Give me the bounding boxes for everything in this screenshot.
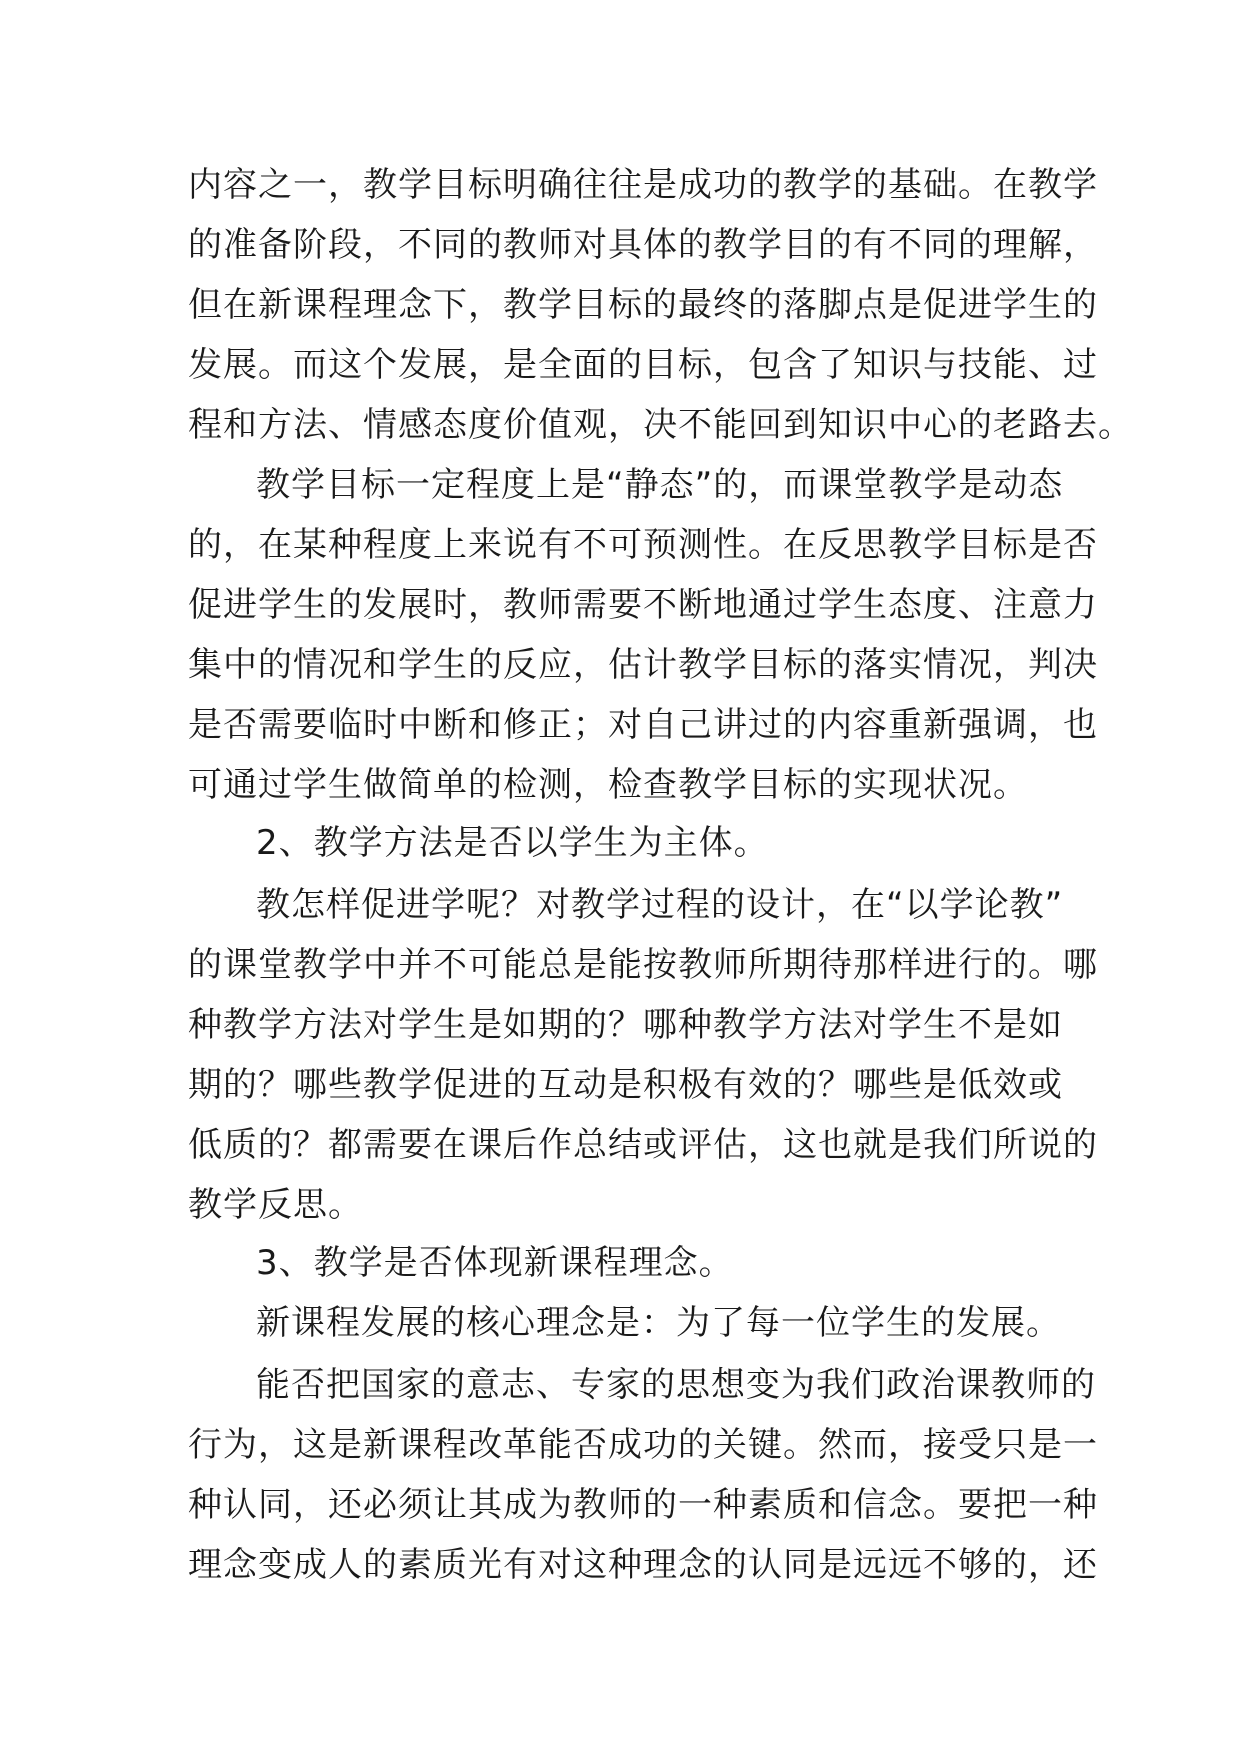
text-line: 可通过学生做简单的检测，检查教学目标的实现状况。 [188, 765, 1028, 805]
section-heading: 3、教学是否体现新课程理念。 [256, 1243, 734, 1283]
text-line: 期的？哪些教学促进的互动是积极有效的？哪些是低效或 [188, 1065, 1063, 1105]
text-line: 促进学生的发展时，教师需要不断地通过学生态度、注意力 [188, 585, 1098, 625]
text-line: 的课堂教学中并不可能总是能按教师所期待那样进行的。哪 [188, 945, 1098, 985]
text-line: 种认同，还必须让其成为教师的一种素质和信念。要把一种 [188, 1485, 1098, 1525]
text-line: 是否需要临时中断和修正；对自己讲过的内容重新强调，也 [188, 705, 1098, 745]
text-line: 教学反思。 [188, 1185, 363, 1225]
text-line: 发展。而这个发展，是全面的目标，包含了知识与技能、过 [188, 345, 1098, 385]
text-line: 种教学方法对学生是如期的？哪种教学方法对学生不是如 [188, 1005, 1063, 1045]
text-line: 新课程发展的核心理念是：为了每一位学生的发展。 [256, 1303, 1061, 1343]
text-line: 的，在某种程度上来说有不可预测性。在反思教学目标是否 [188, 525, 1098, 565]
text-line: 理念变成人的素质光有对这种理念的认同是远远不够的，还 [188, 1545, 1098, 1585]
text-line: 能否把国家的意志、专家的思想变为我们政治课教师的 [256, 1365, 1096, 1405]
section-heading: 2、教学方法是否以学生为主体。 [256, 823, 769, 863]
text-line: 程和方法、情感态度价值观，决不能回到知识中心的老路去。 [188, 405, 1133, 445]
text-line: 的准备阶段，不同的教师对具体的教学目的有不同的理解， [188, 225, 1098, 265]
text-line: 教怎样促进学呢？对教学过程的设计，在“以学论教” [256, 885, 1064, 925]
text-line: 内容之一，教学目标明确往往是成功的教学的基础。在教学 [188, 165, 1098, 205]
text-line: 教学目标一定程度上是“静态”的，而课堂教学是动态 [256, 465, 1064, 505]
text-line: 行为，这是新课程改革能否成功的关键。然而，接受只是一 [188, 1425, 1098, 1465]
text-line: 但在新课程理念下，教学目标的最终的落脚点是促进学生的 [188, 285, 1098, 325]
text-line: 低质的？都需要在课后作总结或评估，这也就是我们所说的 [188, 1125, 1098, 1165]
text-line: 集中的情况和学生的反应，估计教学目标的落实情况，判决 [188, 645, 1098, 685]
